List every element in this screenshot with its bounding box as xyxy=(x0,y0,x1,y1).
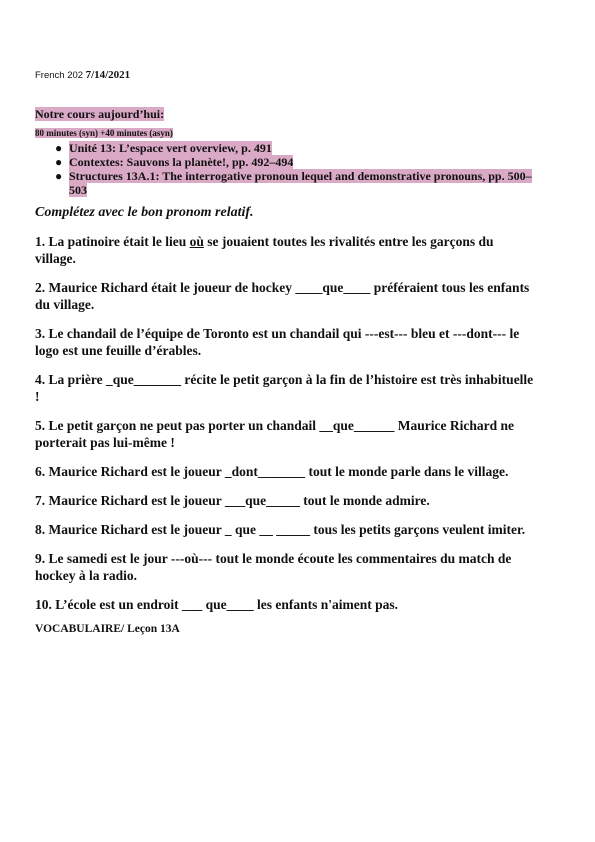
course-date: 7/14/2021 xyxy=(85,69,131,81)
agenda-duration: 80 minutes (syn) +40 minutes (asyn) xyxy=(35,128,173,138)
question-9: 9. Le samedi est le jour ---où--- tout le monde écoute les commentaires du match de hockey à la radio. xyxy=(35,551,512,583)
agenda-item: ● Unité 13: L’espace vert overview, p. 491 xyxy=(55,141,272,155)
exercise-questions xyxy=(35,233,535,613)
question-8: 8. Maurice Richard est le joueur _ que __ _____ tous les petits garçons veulent imiter. xyxy=(35,522,526,537)
bullet-icon: ● xyxy=(55,169,63,183)
bullet-icon: ● xyxy=(55,155,63,169)
agenda-title: Notre cours aujourd’hui: xyxy=(35,107,165,121)
question-10: 10. L’école est un endroit ___ que____ les enfants n'aiment pas. xyxy=(35,597,399,612)
agenda-item: ● Structures 13A.1: The interrogative pronoun lequel and demonstrative pronouns, pp. 500–503 xyxy=(55,169,532,197)
document-page xyxy=(35,68,535,635)
agenda-item: ● Contextes: Sauvons la planète!, pp. 492–494 xyxy=(55,155,294,169)
course-name: French 202 xyxy=(35,70,84,81)
question-7: 7. Maurice Richard est le joueur ___que_____ tout le monde admire. xyxy=(35,493,430,508)
question-4: 4. La prière _que_______ récite le petit garçon à la fin de l’histoire est très inhabituelle ! xyxy=(35,372,534,404)
question-6: 6. Maurice Richard est le joueur _dont_______ tout le monde parle dans le village. xyxy=(35,464,509,479)
question-2: 2. Maurice Richard était le joueur de hockey ____que____ préféraient tous les enfants du village. xyxy=(35,280,530,312)
exercise-instruction: Complétez avec le bon pronom relatif. xyxy=(35,205,254,220)
question-3: 3. Le chandail de l’équipe de Toronto est un chandail qui ---est--- bleu et ---dont--- le logo est une feuille d’érables. xyxy=(35,326,520,358)
question-5: 5. Le petit garçon ne peut pas porter un chandail __que______ Maurice Richard ne porterait pas lui-même ! xyxy=(35,418,514,450)
question-1: 1. La patinoire était le lieu où se jouaient toutes les rivalités entre les garçons du village. xyxy=(35,234,494,266)
bullet-icon: ● xyxy=(55,141,63,155)
agenda-block xyxy=(35,105,535,197)
course-header xyxy=(35,68,535,82)
vocabulary-heading: VOCABULAIRE/ Leçon 13A xyxy=(35,623,180,635)
answer-underlined: où xyxy=(189,234,204,249)
agenda-list xyxy=(35,141,535,197)
